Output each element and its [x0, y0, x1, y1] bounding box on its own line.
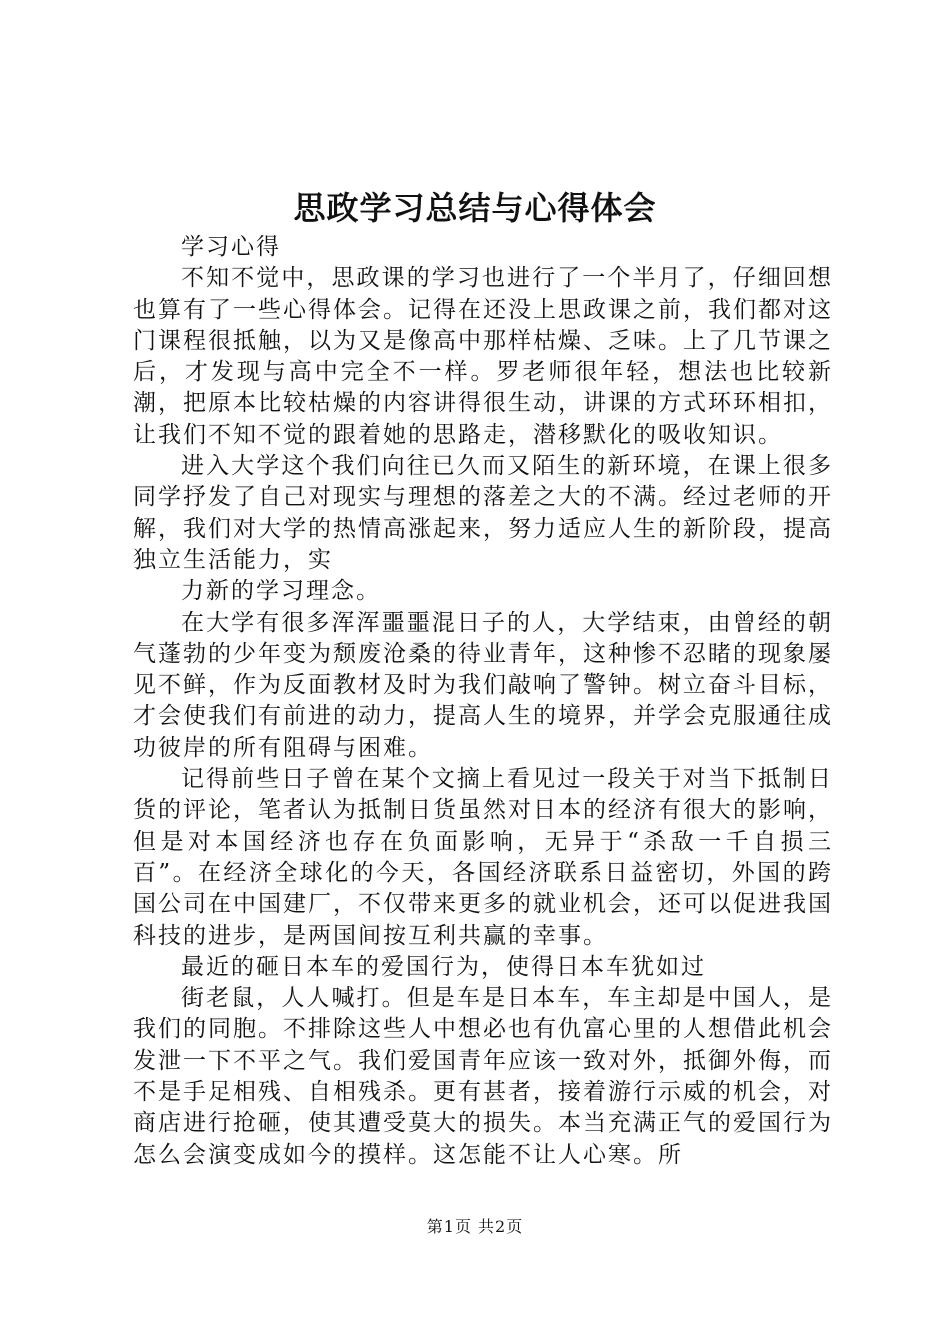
- paragraph: 不知不觉中，思政课的学习也进行了一个半月了，仔细回想也算有了一些心得体会。记得在还没上思政课之前，我们都对这门课程很抵触，以为又是像高中那样枯燥、乏味。上了几节课之后，才发现与高中完全不一样。罗老师很年轻，想法也比较新潮，把原本比较枯燥的内容讲得很生动，讲课的方式环环相扣，让我们不知不觉的跟着她的思路走，潜移默化的吸收知识。: [133, 265, 833, 448]
- paragraph: 力新的学习理念。: [181, 578, 381, 605]
- paragraph: 记得前些日子曾在某个文摘上看见过一段关于对当下抵制日货的评论，笔者认为抵制日货虽然对日本的经济有很大的影响，但是对本国经济也存在负面影响，无异于“杀敌一千自损三百”。在经济全球化的今天，各国经济联系日益密切，外国的跨国公司在中国建厂，不仅带来更多的就业机会，还可以促进我国科技的进步，是两国间按互利共赢的幸事。: [133, 766, 833, 949]
- paragraph: 最近的砸日本车的爱国行为，使得日本车犹如过: [181, 953, 706, 980]
- paragraph-heading: 学习心得: [181, 234, 281, 260]
- paragraph: 街老鼠，人人喊打。但是车是日本车，车主却是中国人，是我们的同胞。不排除这些人中想必也有仇富心里的人想借此机会发泄一下不平之气。我们爱国青年应该一致对外，抵御外侮，而不是手足相残、自相残杀。更有甚者，接着游行示威的机会，对商店进行抢砸，使其遭受莫大的损失。本当充满正气的爱国行为怎么会演变成如今的摸样。这怎能不让人心寒。所: [133, 985, 833, 1168]
- paragraph: 在大学有很多浑浑噩噩混日子的人，大学结束，由曾经的朝气蓬勃的少年变为颓废沧桑的待业青年，这种惨不忍睹的现象屡见不鲜，作为反面教材及时为我们敲响了警钟。树立奋斗目标，才会使我们有前进的动力，提高人生的境界，并学会克服通往成功彼岸的所有阻碍与困难。: [133, 609, 833, 761]
- document-title: 思政学习总结与心得体会: [293, 189, 657, 227]
- paragraph: 进入大学这个我们向往已久而又陌生的新环境，在课上很多同学抒发了自己对现实与理想的落差之大的不满。经过老师的开解，我们对大学的热情高涨起来，努力适应人生的新阶段，提高独立生活能力，实: [133, 453, 833, 573]
- document-body: [133, 232, 833, 1171]
- page-number-footer: 第1页 共2页: [426, 1217, 524, 1236]
